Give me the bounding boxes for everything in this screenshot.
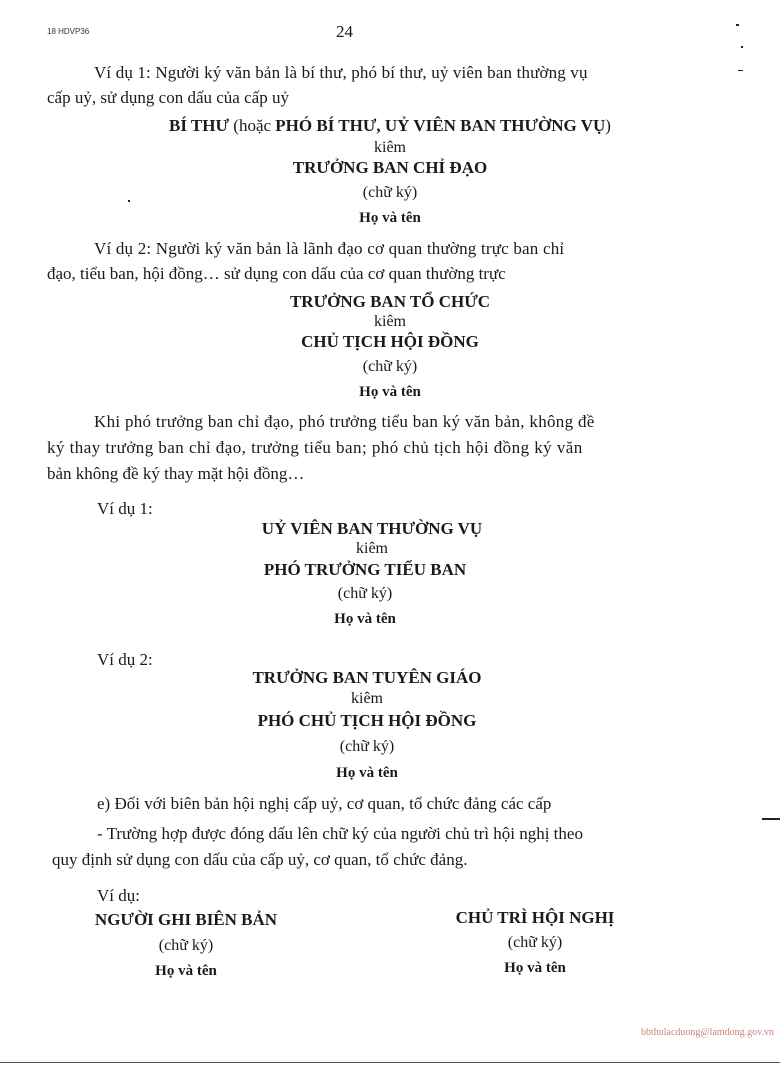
bottom-scan-line [0,1062,780,1063]
signature2-kiem: kiêm [374,313,406,330]
signature1-title-part2: (hoặc [229,116,276,135]
signature1-position: TRƯỞNG BAN CHỈ ĐẠO [292,158,488,177]
signature1-title-part3: PHÓ BÍ THƯ, UỶ VIÊN BAN THƯỜNG VỤ [275,116,606,135]
signature1-kiem: kiêm [374,139,406,156]
document-code: 18 HDVP36 [47,27,90,36]
scan-mark [738,70,743,71]
signature-left-block [66,0,306,1075]
signature3-position: PHÓ TRƯỞNG TIỂU BAN [263,560,467,579]
scan-mark [762,818,780,820]
signature-right-signature-placeholder: (chữ ký) [507,934,563,951]
signature3-kiem: kiêm [356,540,388,557]
signature-left-name-placeholder: Họ và tên [155,963,217,979]
signature-right-name-placeholder: Họ và tên [504,960,566,976]
signature4-position: PHÓ CHỦ TỊCH HỘI ĐỒNG [257,711,477,730]
example2-label: Ví dụ 2: [97,650,153,669]
signature4-signature-placeholder: (chữ ký) [339,738,395,755]
example1-label: Ví dụ 1: [97,499,153,518]
signature1-title-part1: BÍ THƯ [169,116,230,135]
section-e-heading: e) Đối với biên bản hội nghị cấp uỷ, cơ quan, tổ chức đảng các cấp [97,794,552,813]
signature3-name-placeholder: Họ và tên [334,611,396,627]
example1-intro-line1: Ví dụ 1: Người ký văn bản là bí thư, phó bí thư, uỷ viên ban thường vụ [94,63,588,82]
section-e-line3: quy định sử dụng con dấu của cấp uỷ, cơ quan, tổ chức đảng. [52,850,468,869]
deputy-paragraph-line1: Khi phó trưởng ban chỉ đạo, phó trưởng tiểu ban ký văn bản, không đề [94,412,595,431]
footer-watermark: bbthulacduong@lamdong.gov.vn [641,1027,774,1038]
page-number: 24 [336,22,353,41]
signature-right-block [415,0,655,1075]
signature2-signature-placeholder: (chữ ký) [362,358,418,375]
signature-left-title: NGƯỜI GHI BIÊN BẢN [94,910,278,929]
signature3-signature-placeholder: (chữ ký) [337,585,393,602]
scan-mark [736,24,739,26]
signature1-signature-placeholder: (chữ ký) [362,184,418,201]
signature1-title-part4: ) [605,116,611,135]
signature2-title: TRƯỞNG BAN TỔ CHỨC [289,292,491,311]
section-e-line2: - Trường hợp được đóng dấu lên chữ ký của người chủ trì hội nghị theo [97,824,583,843]
scan-mark [741,46,743,48]
signature4-title: TRƯỞNG BAN TUYÊN GIÁO [252,668,482,687]
deputy-paragraph-line2: ký thay trưởng ban chỉ đạo, trưởng tiểu ban; phó chủ tịch hội đồng ký văn [47,438,583,457]
deputy-paragraph-line3: bản không đề ký thay mặt hội đồng… [47,464,305,483]
signature-right-title: CHỦ TRÌ HỘI NGHỊ [455,908,615,927]
example1-intro-line2: cấp uỷ, sử dụng con dấu của cấp uỷ [47,88,289,107]
signature4-name-placeholder: Họ và tên [336,765,398,781]
signature2-position: CHỦ TỊCH HỘI ĐỒNG [301,332,479,351]
example2-intro-line2: đạo, tiểu ban, hội đồng… sử dụng con dấu của cơ quan thường trực [47,264,506,283]
signature4-kiem: kiêm [351,690,383,707]
signature3-title: UỶ VIÊN BAN THƯỜNG VỤ [261,519,483,538]
example2-intro-line1: Ví dụ 2: Người ký văn bản là lãnh đạo cơ quan thường trực ban chỉ [94,239,565,258]
signature-left-signature-placeholder: (chữ ký) [158,937,214,954]
signature2-name-placeholder: Họ và tên [359,384,421,400]
signature1-name-placeholder: Họ và tên [359,210,421,226]
example-label: Ví dụ: [97,886,140,905]
